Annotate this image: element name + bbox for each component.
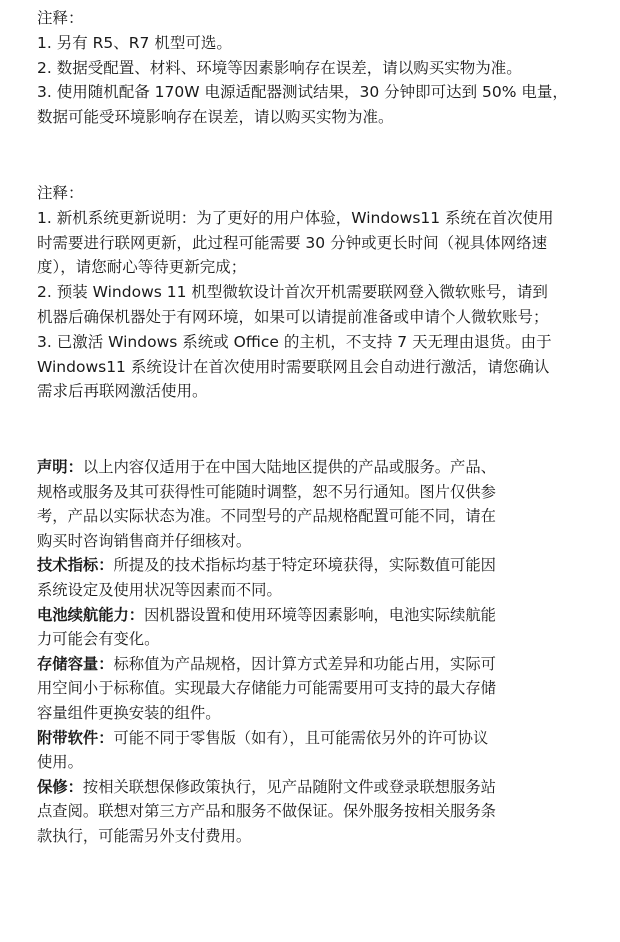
tech-line: [37, 553, 587, 578]
software-label: 附带软件：: [37, 728, 114, 747]
battery-label: 电池续航能力：: [37, 605, 145, 624]
notes-heading: 注释：: [37, 184, 84, 202]
note-line: 数据可能受环境影响存在误差，请以购买实物为准。: [37, 108, 394, 127]
note-line: 1. 新机系统更新说明：为了更好的用户体验，Windows11 系统在首次使用: [37, 208, 554, 227]
warranty-line: [37, 775, 587, 800]
tech-text: 所提及的技术指标均基于特定环境获得，实际数值可能因: [113, 556, 496, 575]
storage-label: 存储容量：: [37, 654, 114, 673]
notes-section-2: [37, 181, 587, 404]
battery-text: 因机器设置和使用环境等因素影响，电池实际续航能: [144, 605, 496, 624]
tech-label: 技术指标：: [37, 556, 114, 575]
battery-text: 力可能会有变化。: [37, 630, 160, 649]
software-line: [37, 726, 587, 751]
note-line: 度），请您耐心等待更新完成；: [37, 258, 247, 277]
disclaimer-section: [37, 455, 587, 849]
statement-text: 以上内容仅适用于在中国大陆地区提供的产品或服务。产品、: [82, 458, 496, 476]
note-line: 机器后确保机器处于有网环境，如果可以请提前准备或申请个人微软账号；: [37, 307, 549, 326]
note-line: 2. 预装 Windows 11 机型微软设计首次开机需要联网登入微软账号，请到: [37, 283, 548, 302]
statement-text: 购买时咨询销售商并仔细核对。: [37, 531, 252, 550]
tech-text: 系统设定及使用状况等因素而不同。: [37, 580, 282, 599]
storage-text: 容量组件更换安装的组件。: [37, 703, 221, 722]
software-text: 使用。: [37, 753, 83, 772]
note-line: 1. 另有 R5、R7 机型可选。: [37, 33, 232, 52]
statement-text: 规格或服务及其可获得性可能随时调整，恕不另行通知。图片仅供参: [37, 482, 496, 501]
storage-line: [37, 652, 587, 677]
note-line: 3. 使用随机配备 170W 电源适配器测试结果，30 分钟即可达到 50% 电量，: [37, 83, 568, 102]
note-line: 2. 数据受配置、材料、环境等因素影响存在误差，请以购买实物为准。: [37, 58, 522, 77]
statement-text: 考，产品以实际状态为准。不同型号的产品规格配置可能不同，请在: [37, 507, 496, 526]
storage-text: 用空间小于标称值。实现最大存储能力可能需要用可支持的最大存储: [37, 679, 496, 698]
notes-heading: 注释：: [37, 9, 84, 27]
warranty-text: 点查阅。联想对第三方产品和服务不做保证。保外服务按相关服务条: [37, 802, 496, 821]
storage-text: 标称值为产品规格，因计算方式差异和功能占用，实际可: [113, 654, 496, 673]
note-line: 时需要进行联网更新，此过程可能需要 30 分钟或更长时间（视具体网络速: [37, 233, 548, 252]
notes-section-1: [37, 6, 587, 130]
note-line: Windows11 系统设计在首次使用时需要联网且会自动进行激活，请您确认: [37, 357, 550, 376]
warranty-text: 按相关联想保修政策执行，见产品随附文件或登录联想服务站: [82, 777, 496, 796]
battery-line: [37, 603, 587, 628]
software-text: 可能不同于零售版（如有），且可能需依另外的许可协议: [113, 728, 489, 747]
statement-line: [37, 455, 587, 480]
warranty-label: 保修：: [37, 777, 83, 796]
warranty-text: 款执行，可能需另外支付费用。: [37, 826, 252, 845]
note-line: 需求后再联网激活使用。: [37, 382, 208, 401]
statement-label: 声明：: [37, 458, 83, 476]
note-line: 3. 已激活 Windows 系统或 Office 的主机，不支持 7 天无理由退货。由于: [37, 332, 552, 351]
